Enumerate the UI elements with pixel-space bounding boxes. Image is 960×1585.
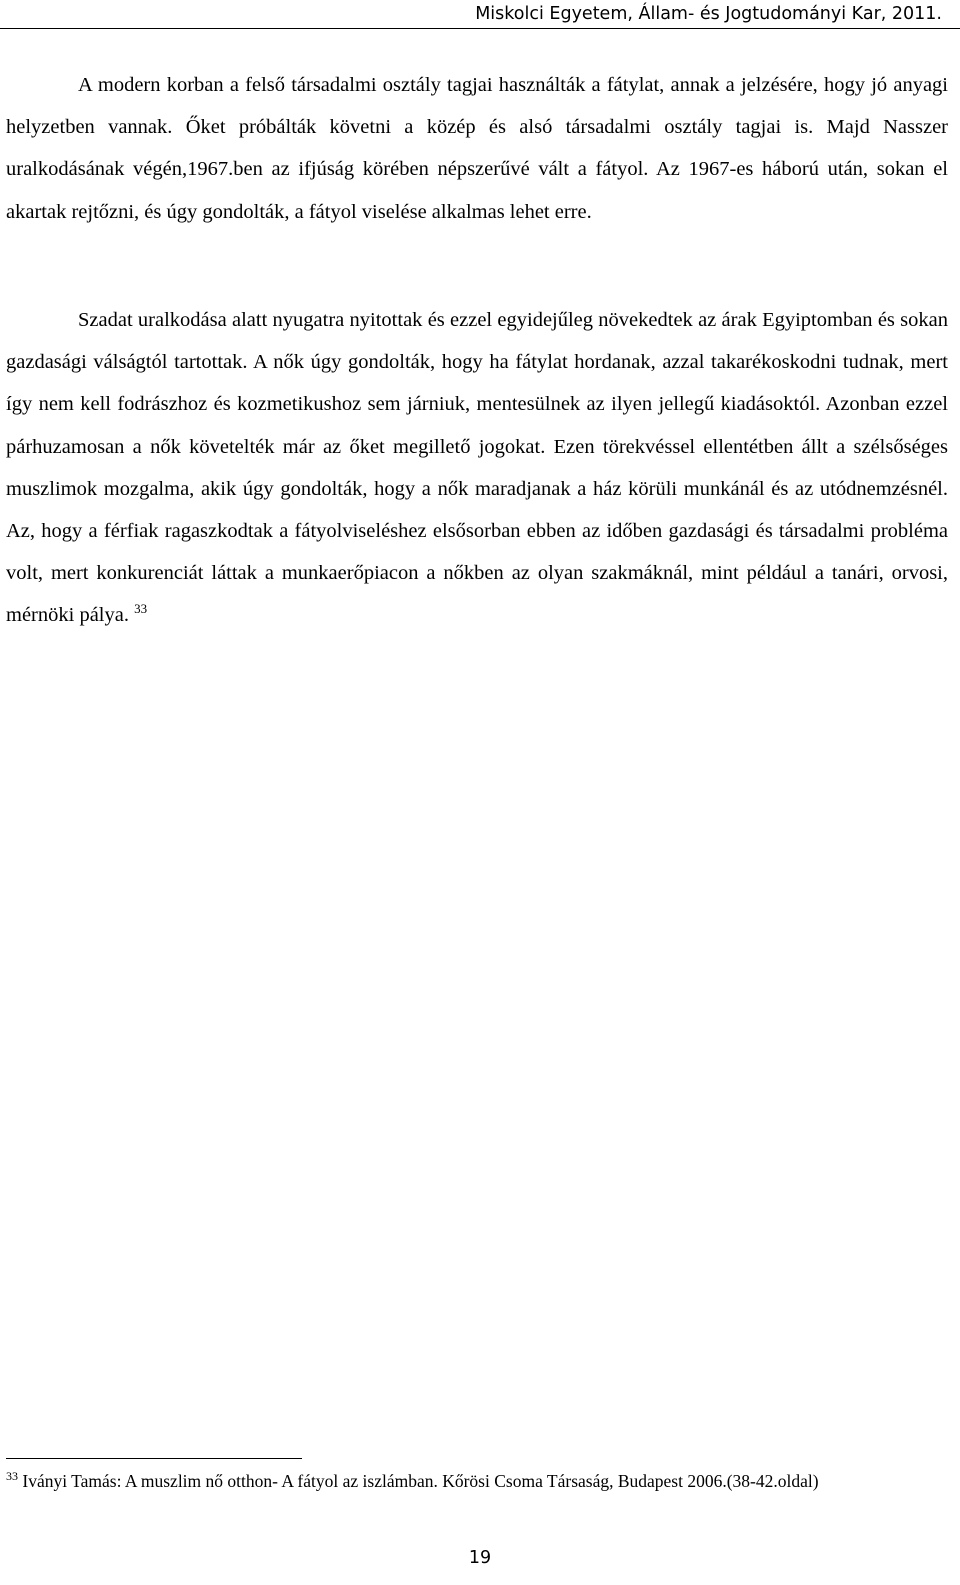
header-divider [0, 28, 960, 29]
footnote-mark: 33 [6, 1469, 18, 1484]
footnote-divider [6, 1458, 302, 1459]
paragraph-2-text: Szadat uralkodása alatt nyugatra nyitottak és ezzel egyidejűleg növekedtek az árak Egyiptomban és sokan gazdasági válságtól tartottak. A nők úgy gondolták, hogy ha fátylat hordanak, azzal takarékoskodni tudnak, mert így nem kell fodrászhoz és kozmetikushoz sem járniuk, mentesülnek az ilyen jellegű kiadásoktól. Azonban ezzel párhuzamosan a nők követelték már az őket megillető jogokat. Ezen törekvéssel ellentétben állt a szélsőséges muszlimok mozgalma, akik úgy gondolták, hogy a nők maradjanak a ház körüli munkánál és az utódnemzésnél. Az, hogy a férfiak ragaszkodtak a fátyolviseléshez elsősorban ebben az időben gazdasági és társadalmi probléma volt, mert konkurenciát láttak a munkaerőpiacon a nőkben az olyan szakmáknál, mint például a tanári, orvosi, mérnöki pálya. [6, 309, 948, 627]
paragraph-1: A modern korban a felső társadalmi osztály tagjai használták a fátylat, annak a jelzésére, hogy jó anyagi helyzetben vannak. Őket próbálták követni a közép és alsó társadalmi osztály tagjai is. Majd Nasszer uralkodásának végén,1967.ben az ifjúság körében népszerűvé vált a fátyol. Az 1967-es háború után, sokan el akartak rejtőzni, és úgy gondolták, a fátyol viselése alkalmas lehet erre. [6, 74, 948, 223]
page-number: 19 [468, 1548, 492, 1568]
paragraph-2 [6, 299, 948, 637]
footnote-reference[interactable]: 33 [134, 601, 148, 617]
footnote [6, 1470, 946, 1493]
running-header: Miskolci Egyetem, Állam- és Jogtudományi Kar, 2011. [475, 4, 942, 24]
footnote-text: Iványi Tamás: A muszlim nő otthon- A fátyol az iszlámban. Kőrösi Csoma Társaság, Budapest 2006.(38-42.oldal) [18, 1471, 819, 1491]
